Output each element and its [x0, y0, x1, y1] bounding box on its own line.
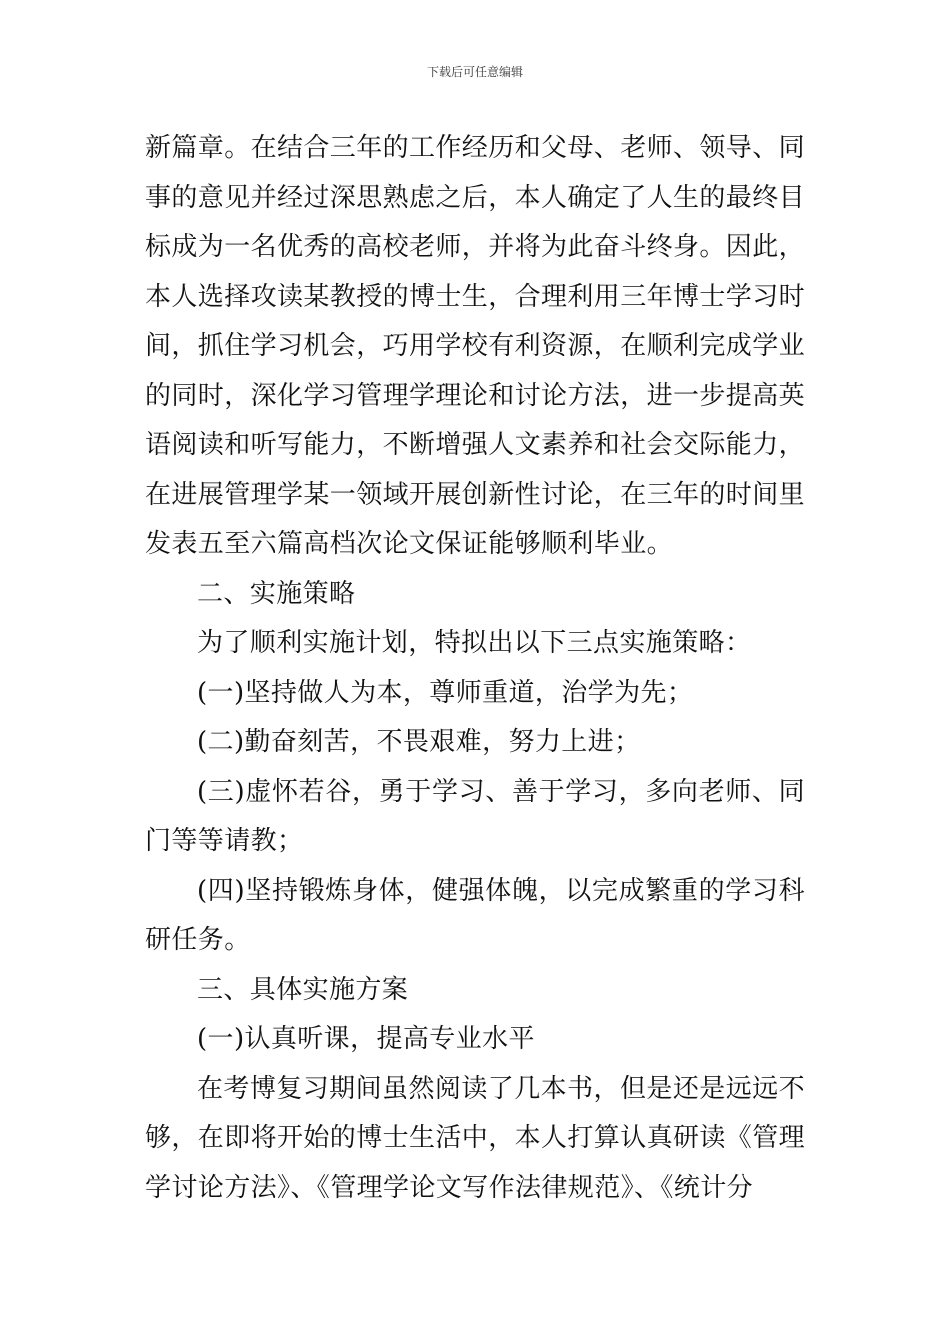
list-item-strategy-2: (二)勤奋刻苦，不畏艰难，努力上进； — [197, 727, 641, 757]
list-item-strategy-3: (三)虚怀若谷，勇于学习、善于学习，多向老师、同门等等请教； — [145, 776, 805, 856]
paragraph-strategy-intro: 为了顺利实施计划，特拟出以下三点实施策略： — [197, 628, 752, 658]
paragraph-continuation: 新篇章。在结合三年的工作经历和父母、老师、领导、同事的意见并经过深思熟虑之后，本人确定了人生的最终目标成为一名优秀的高校老师，并将为此奋斗终身。因此，本人选择攻读某教授的博士生，合理利用三年博士学习时间，抓住学习机会，巧用学校有利资源，在顺利完成学业的同时，深化学习管理学理论和讨论方法，进一步提高英语阅读和听写能力，不断增强人文素养和社会交际能力，在进展管理学某一领域开展创新性讨论，在三年的时间里发表五至六篇高档次论文保证能够顺利毕业。 — [145, 133, 806, 559]
list-item-strategy-4: (四)坚持锻炼身体，健强体魄，以完成繁重的学习科研任务。 — [145, 875, 805, 955]
list-item-strategy-1: (一)坚持做人为本，尊师重道，治学为先； — [197, 677, 694, 708]
document-body — [145, 124, 805, 1213]
subsection-heading-lectures: (一)认真听课，提高专业水平 — [197, 1024, 535, 1054]
section-heading-plan: 三、具体实施方案 — [197, 974, 409, 1005]
paragraph-lectures: 在考博复习期间虽然阅读了几本书，但是还是远远不够，在即将开始的博士生活中，本人打算认真研读《管理学讨论方法》、《管理学论文写作法律规范》、《统计分 — [145, 1073, 806, 1203]
page-header: 下载后可任意编辑 — [426, 65, 523, 79]
section-heading-strategy: 二、实施策略 — [197, 578, 356, 609]
